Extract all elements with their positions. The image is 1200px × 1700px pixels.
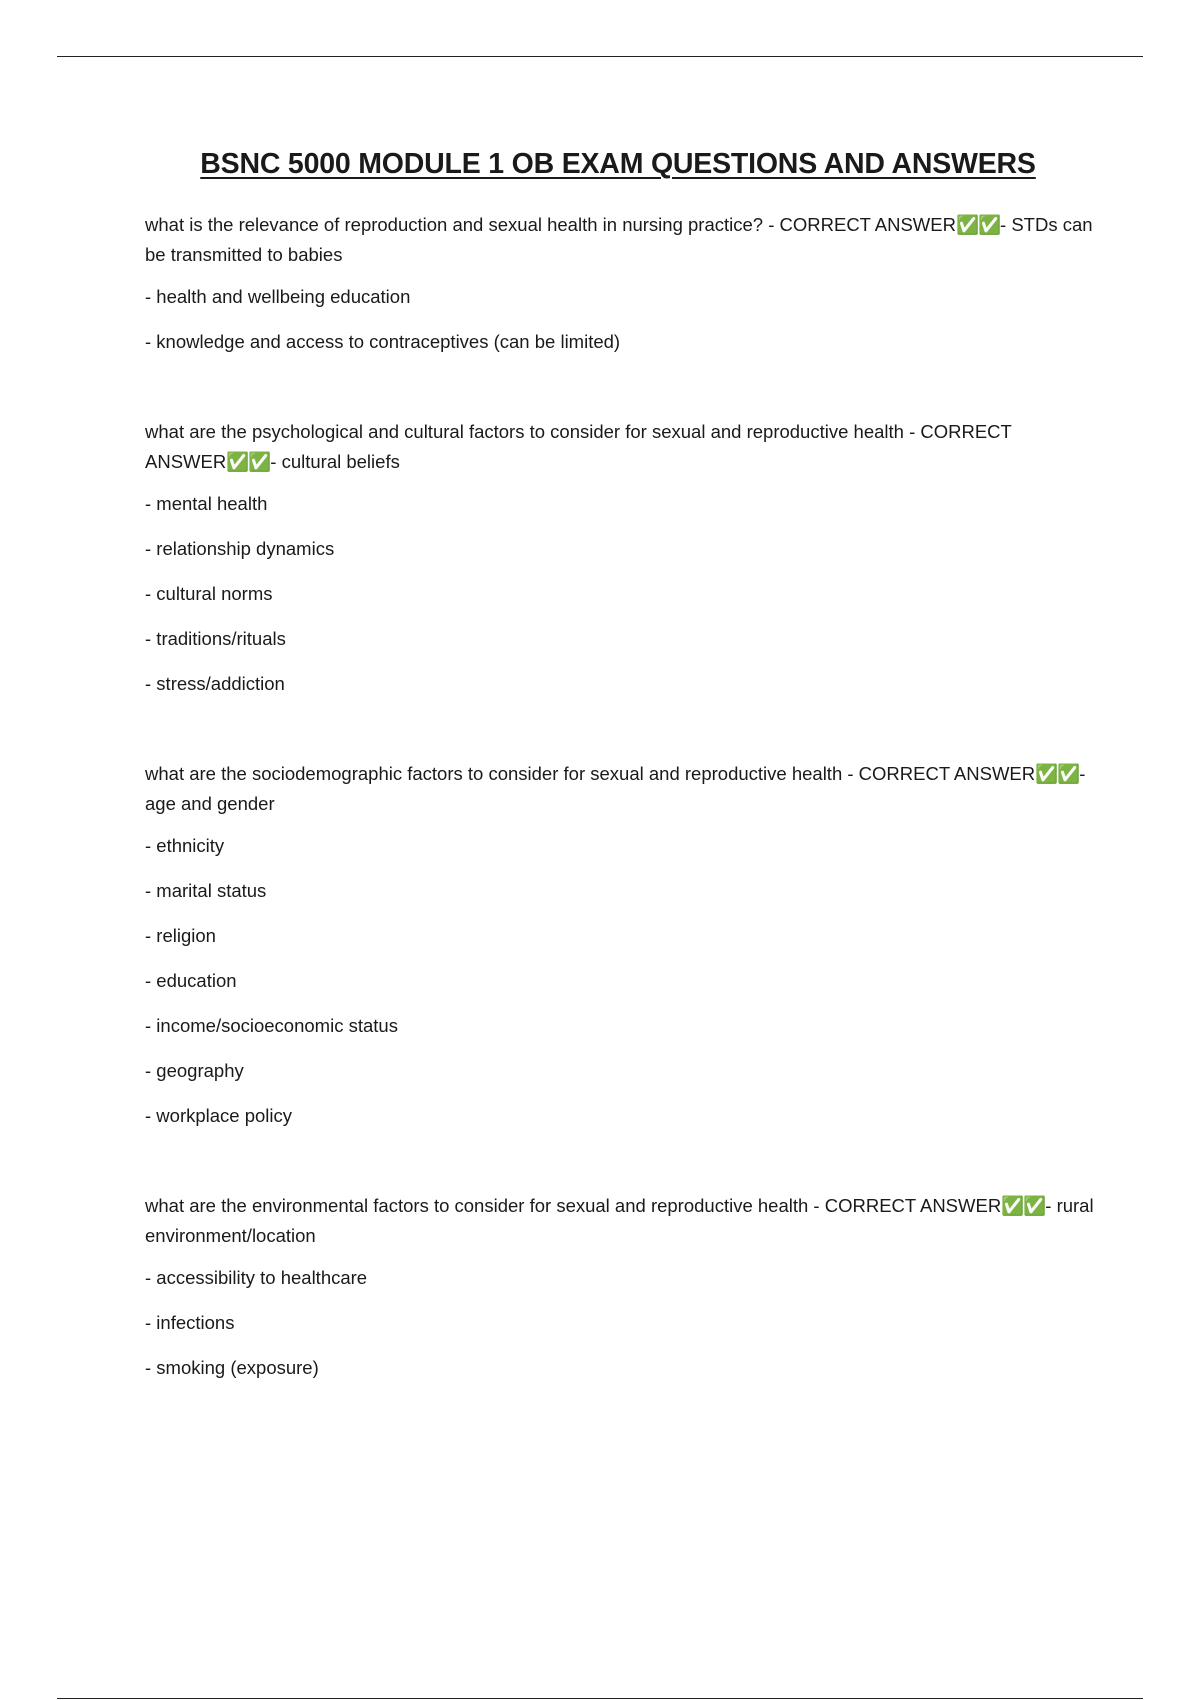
document-title: BSNC 5000 MODULE 1 OB EXAM QUESTIONS AND ANSWERS <box>200 148 1036 180</box>
answer-item: - smoking (exposure) <box>145 1357 319 1378</box>
answer-item: - education <box>145 970 237 991</box>
qa-list <box>145 210 1095 1443</box>
qa-block <box>145 417 1095 699</box>
qa-block <box>145 1191 1095 1383</box>
answer-item: - health and wellbeing education <box>145 286 411 307</box>
qa-block <box>145 210 1095 357</box>
question-prompt: what are the sociodemographic factors to consider for sexual and reproductive health - CORRECT ANSWER <box>145 763 1036 784</box>
footer-rule <box>57 1698 1143 1699</box>
answer-item: - knowledge and access to contraceptives (can be limited) <box>145 331 621 352</box>
header-rule <box>57 56 1143 57</box>
first-answer: - STDs can be transmitted to babies <box>145 214 1093 265</box>
first-answer: - age and gender <box>145 763 1086 814</box>
question-prompt: what is the relevance of reproduction and sexual health in nursing practice? - CORRECT ANSWER <box>145 214 956 235</box>
answer-item: - geography <box>145 1060 244 1081</box>
answer-item: - income/socioeconomic status <box>145 1015 398 1036</box>
first-answer: - cultural beliefs <box>270 451 400 472</box>
answer-item: - mental health <box>145 493 268 514</box>
check-marks-icon: ✅✅ <box>1035 763 1080 784</box>
first-answer: - rural environment/location <box>145 1195 1094 1246</box>
question-text <box>145 417 1095 477</box>
answer-item: - religion <box>145 925 216 946</box>
check-marks-icon: ✅✅ <box>1001 1195 1046 1216</box>
answer-item: - infections <box>145 1312 235 1333</box>
question-text <box>145 1191 1095 1251</box>
answer-item: - workplace policy <box>145 1105 293 1126</box>
question-prompt: what are the psychological and cultural factors to consider for sexual and reproductive health - CORRECT ANSWER <box>145 421 1012 472</box>
answer-item: - stress/addiction <box>145 673 285 694</box>
answer-item: - cultural norms <box>145 583 273 604</box>
question-text <box>145 759 1095 819</box>
check-marks-icon: ✅✅ <box>226 451 271 472</box>
answer-item: - accessibility to healthcare <box>145 1267 368 1288</box>
qa-block <box>145 759 1095 1131</box>
answer-item: - traditions/rituals <box>145 628 286 649</box>
answer-item: - marital status <box>145 880 267 901</box>
answer-item: - ethnicity <box>145 835 225 856</box>
check-marks-icon: ✅✅ <box>955 214 1001 235</box>
answer-item: - relationship dynamics <box>145 538 335 559</box>
question-prompt: what are the environmental factors to consider for sexual and reproductive health - CORRECT ANSWER <box>145 1195 1002 1216</box>
question-text <box>145 210 1095 270</box>
